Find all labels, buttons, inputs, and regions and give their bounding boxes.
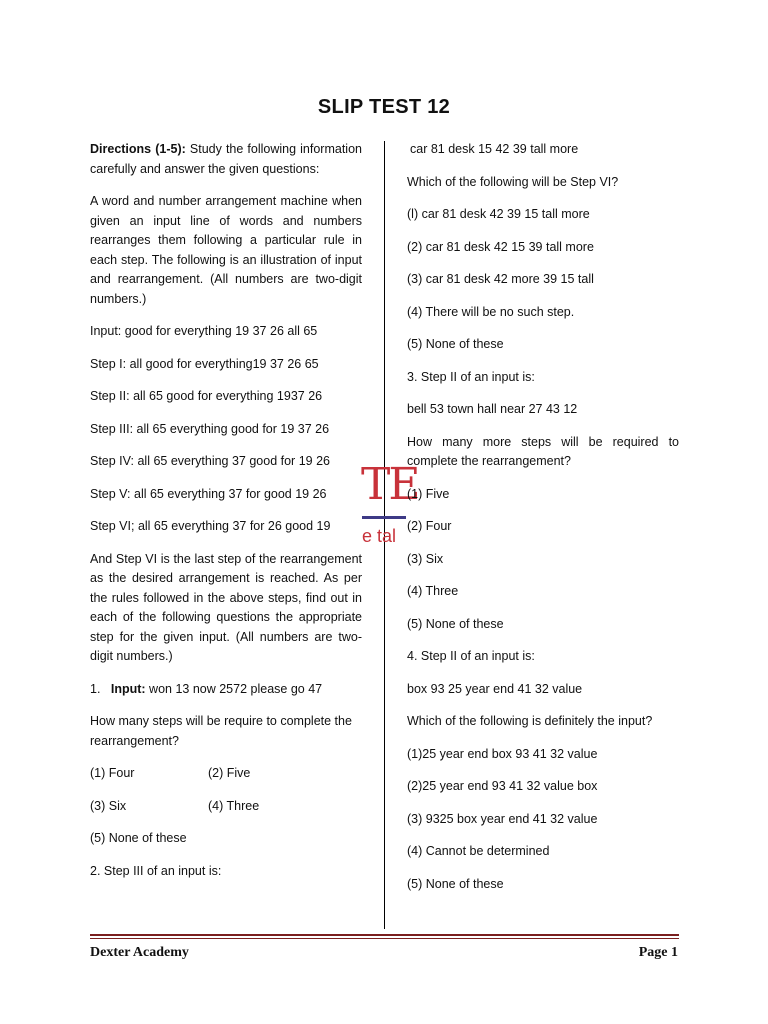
footer-page-number: Page 1 xyxy=(638,945,678,960)
footer-academy-name: Dexter Academy xyxy=(90,945,189,960)
directions xyxy=(90,140,362,179)
question-1-option-5: (5) None of these xyxy=(90,831,187,845)
question-4-prompt: Which of the following is definitely the input? xyxy=(407,714,653,728)
outro-paragraph: And Step VI is the last step of the rearrangement as the desired arrangement is reached. As per the rules followed in the above steps, find out in each of the following questions the appropriate step for the given input. (All numbers are two-digit numbers.) xyxy=(90,551,362,663)
intro-paragraph: A word and number arrangement machine when given an input line of words and numbers rearranges them following a particular rule in each step. The following is an illustration of input and rearrangement. (All numbers are two-digit numbers.) xyxy=(90,194,362,306)
footer-rule-thin xyxy=(90,938,679,939)
question-2-step: car 81 desk 15 42 39 tall more xyxy=(410,142,579,156)
step-input: Input: good for everything 19 37 26 all 65 xyxy=(90,324,318,338)
question-1-options-row-2 xyxy=(90,797,362,817)
question-3-step: bell 53 town hall near 27 43 12 xyxy=(407,402,578,416)
question-3-option-1: (1) Five xyxy=(407,486,450,501)
question-1-options-row-1 xyxy=(90,764,362,784)
step-2: Step II: all 65 good for everything 1937 26 xyxy=(90,389,323,403)
question-2-option-2: (2) car 81 desk 42 15 39 tall more xyxy=(407,239,594,254)
question-4-heading: 4. Step II of an input is: xyxy=(407,649,535,663)
question-4-option-4: (4) Cannot be determined xyxy=(407,844,550,858)
question-3-heading: 3. Step II of an input is: xyxy=(407,369,535,384)
right-column xyxy=(407,140,679,907)
question-1-option-3: (3) Six xyxy=(90,798,127,813)
question-2-option-3: (3) car 81 desk 42 more 39 15 tall xyxy=(407,272,594,286)
question-3-option-5: (5) None of these xyxy=(407,616,504,631)
page-title: SLIP TEST 12 xyxy=(317,96,451,118)
question-1-option-4: (4) Three xyxy=(208,798,260,813)
question-3-prompt: How many more steps will be required to complete the rearrangement? xyxy=(407,434,679,468)
question-4-option-3: (3) 9325 box year end 41 32 value xyxy=(407,811,598,826)
question-1-text: won 13 now 2572 please go 47 xyxy=(145,681,323,696)
step-4: Step IV: all 65 everything 37 good for 19 26 xyxy=(90,454,330,468)
question-2-option-5: (5) None of these xyxy=(407,337,504,351)
watermark-text: e tal xyxy=(362,526,397,546)
question-1-option-2: (2) Five xyxy=(208,766,251,780)
question-4-option-1: (1)25 year end box 93 41 32 value xyxy=(407,746,598,761)
step-6: Step VI; all 65 everything 37 for 26 good 19 xyxy=(90,519,331,533)
question-3-option-3: (3) Six xyxy=(407,551,444,566)
question-4-step: box 93 25 year end 41 32 value xyxy=(407,681,583,696)
question-1-prompt: How many steps will be require to complete the rearrangement? xyxy=(90,714,352,748)
left-column xyxy=(90,140,362,894)
watermark-bar xyxy=(362,516,406,519)
question-4-option-2: (2)25 year end 93 41 32 value box xyxy=(407,779,598,793)
step-3: Step III: all 65 everything good for 19 37 26 xyxy=(90,421,330,436)
question-1-label: Input: xyxy=(110,681,146,696)
question-1-option-1: (1) Four xyxy=(90,766,135,780)
directions-label: Directions (1-5): xyxy=(90,142,186,156)
question-1-input xyxy=(90,680,362,700)
question-4-option-5: (5) None of these xyxy=(407,876,504,891)
step-5: Step V: all 65 everything 37 for good 19 26 xyxy=(90,486,327,501)
question-2-option-4: (4) There will be no such step. xyxy=(407,304,575,319)
watermark-logo: TE xyxy=(361,459,419,510)
question-2-prompt: Which of the following will be Step VI? xyxy=(407,174,619,189)
footer-rule xyxy=(90,934,679,936)
question-1-number: 1. xyxy=(90,681,101,696)
question-2-option-1: (l) car 81 desk 42 39 15 tall more xyxy=(407,207,590,221)
question-3-option-2: (2) Four xyxy=(407,519,452,533)
directions-text: Study the following information carefully and answer the given questions: xyxy=(90,142,362,176)
question-2-heading: 2. Step III of an input is: xyxy=(90,863,222,878)
question-3-option-4: (4) Three xyxy=(407,584,459,598)
step-1: Step I: all good for everything19 37 26 65 xyxy=(90,356,319,371)
